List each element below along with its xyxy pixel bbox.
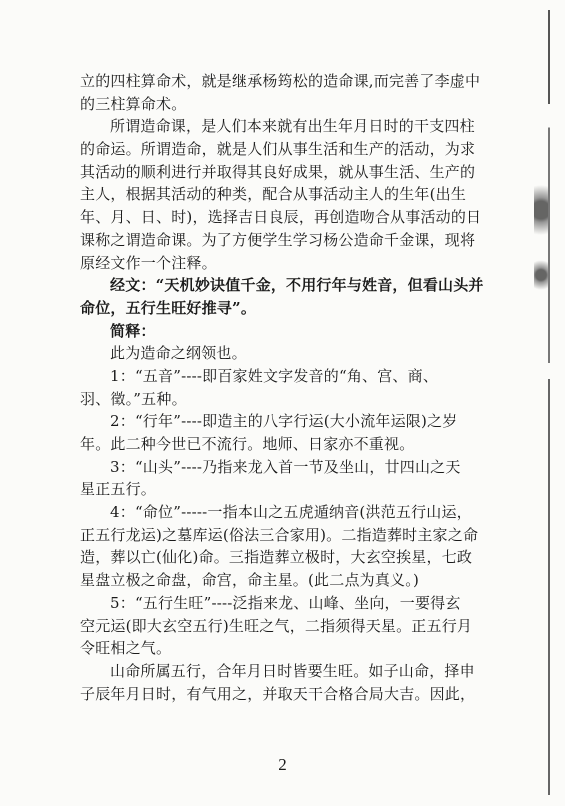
text-line: 此为造命之纲领也。 (110, 344, 247, 363)
scan-edge-line (548, 10, 550, 795)
text-line: 年、月、日、时)，选择吉日良辰，再创造吻合从事活动的日 (80, 208, 482, 227)
text-line: 3：“山头”----乃指来龙入首一节及坐山，廿四山之天 (110, 457, 461, 476)
text-line: 正五行龙运)之墓库运(俗法三合家用)。二指造葬时主家之命 (80, 525, 479, 544)
text-line: 2：“行年”----即造主的八字行运(大小流年运限)之岁 (110, 412, 458, 431)
document-body (80, 70, 510, 705)
text-line: 年。此二种今世已不流行。地师、日家亦不重视。 (80, 435, 415, 453)
text-line: 经文：“天机妙诀值千金，不用行年与姓音，但看山头并 (110, 276, 484, 295)
page-number: 2 (278, 755, 287, 774)
text-line: 空元运(即大玄空五行)生旺之气，二指须得天星。正五行月 (80, 616, 473, 635)
text-line: 命位，五行生旺好推寻”。 (80, 298, 257, 317)
text-line: 的命运。所谓造命，就是人们从事生活和生产的活动，为求 (80, 140, 476, 159)
text-line: 1：“五音”----即百家姓文字发音的“角、宫、商、 (110, 366, 439, 385)
text-line: 的三柱算命术。 (80, 94, 187, 113)
text-line: 其活动的顺利进行并取得其良好成果，就从事生活、生产的 (80, 162, 476, 181)
text-line: 星盘立极之命盘，命宫，命主星。(此二点为真义。) (80, 571, 420, 590)
text-line: 子辰年月日时，有气用之，并取天干合格合局大吉。因此， (80, 684, 476, 703)
scan-smudge (534, 255, 548, 295)
text-line: 令旺相之气。 (80, 639, 172, 658)
text-line: 主人，根据其活动的种类，配合从事活动主人的生年(出生 (80, 185, 467, 204)
text-line: 5：“五行生旺”----泛指来龙、山峰、坐向，一要得玄 (110, 593, 461, 612)
text-line: 立的四柱算命术，就是继承杨筠松的造命课,而完善了李虚中 (80, 72, 481, 90)
text-line: 原经文作一个注释。 (80, 253, 217, 272)
text-line: 星正五行。 (80, 480, 157, 499)
scan-smudge (534, 175, 548, 245)
text-line: 4：“命位”-----一指本山之五虎遁纳音(洪范五行山运， (110, 503, 472, 522)
text-line: 羽、徵。”五种。 (80, 389, 187, 408)
text-line: 所谓造命课，是人们本来就有出生年月日时的干支四柱 (110, 117, 475, 136)
text-line: 简释： (110, 321, 156, 340)
text-line: 山命所属五行，合年月日时皆要生旺。如子山命，择申 (110, 661, 475, 680)
text-line: 造，葬以亡(仙化)命。三指造葬立极时，大玄空挨星，七政 (80, 548, 473, 567)
text-line: 课称之谓造命课。为了方便学生学习杨公造命千金课，现将 (80, 230, 476, 249)
